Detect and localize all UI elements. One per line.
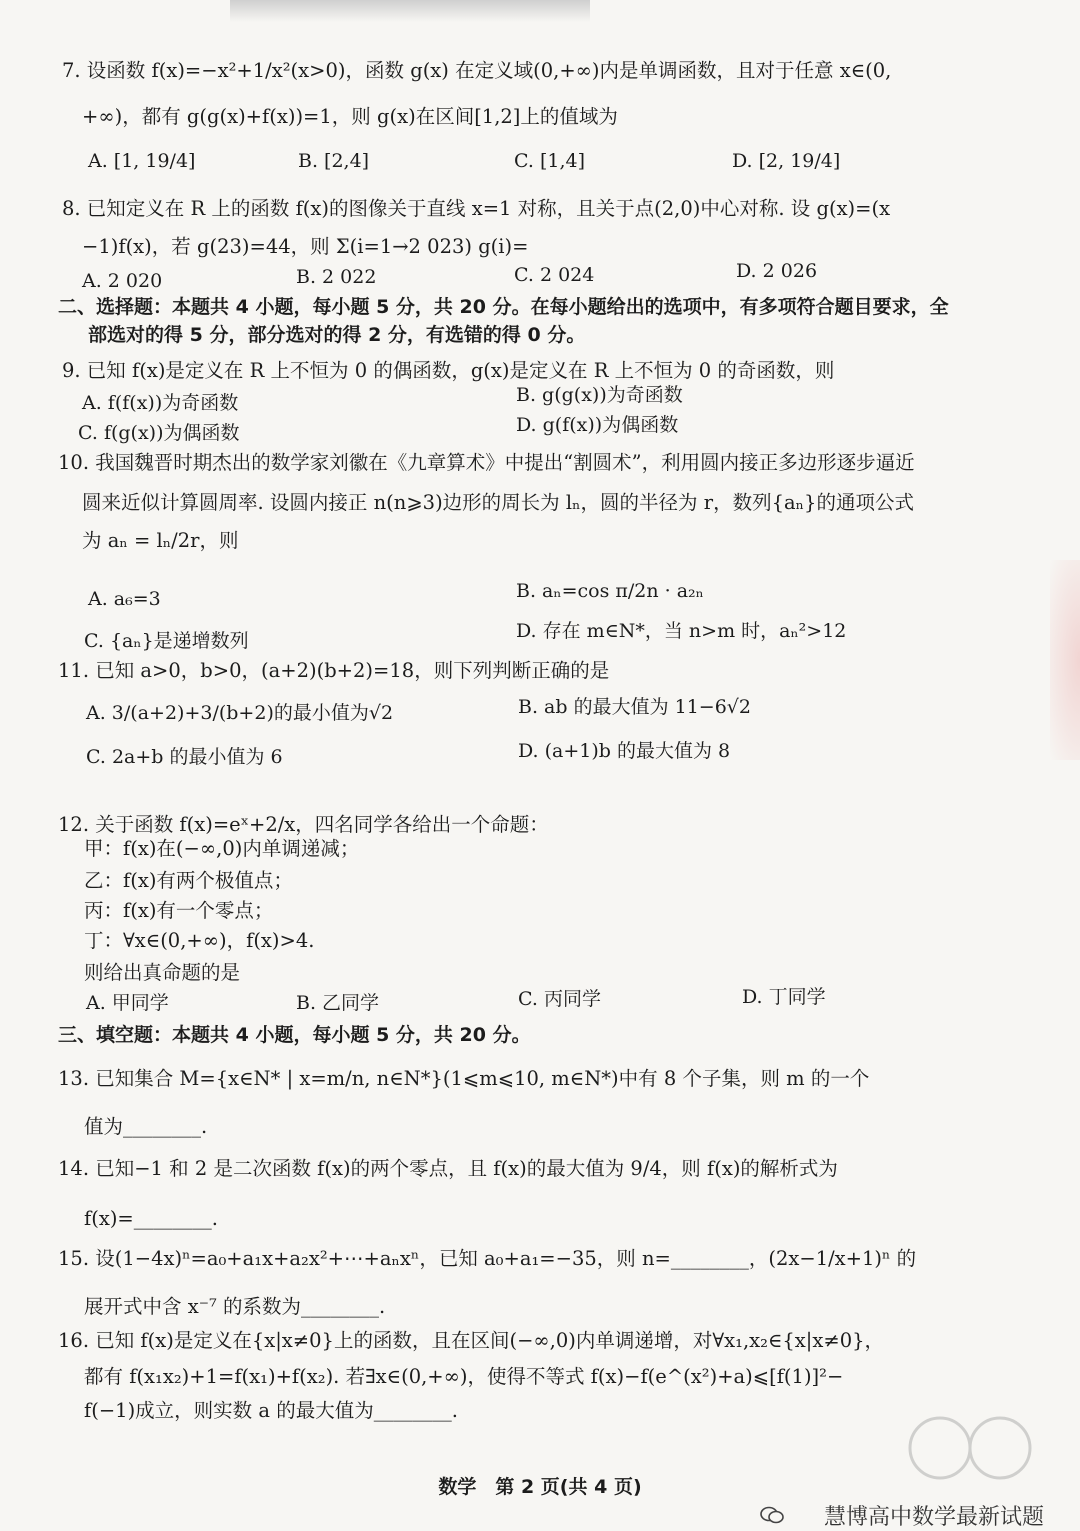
q12-claim-bing: 丙：f(x)有一个零点；	[84, 899, 274, 922]
q10-option-a: A. a₆=3	[88, 588, 161, 610]
q7-line1: 7. 设函数 f(x)=−x²+1/x²(x>0)，函数 g(x) 在定义域(0,+∞)内是单调函数，且对于任意 x∈(0,	[62, 59, 892, 82]
section3-heading: 三、填空题：本题共 4 小题，每小题 5 分，共 20 分。	[58, 1024, 531, 1046]
q14-line1: 14. 已知−1 和 2 是二次函数 f(x)的两个零点，且 f(x)的最大值为 9/4，则 f(x)的解析式为	[58, 1157, 838, 1180]
q7-option-c: C. [1,4]	[514, 150, 585, 172]
page-footer: 数学 第 2 页(共 4 页)	[438, 1476, 642, 1498]
q14-line2: f(x)=________.	[84, 1207, 218, 1230]
q10-option-b: B. aₙ=cos π/2n · a₂ₙ	[516, 580, 704, 602]
q7-option-d: D. [2, 19/4]	[732, 150, 841, 172]
q8-option-c: C. 2 024	[514, 264, 595, 286]
q7-line2: +∞)，都有 g(g(x)+f(x))=1，则 g(x)在区间[1,2]上的值域为	[82, 105, 618, 128]
section2-line2: 部选对的得 5 分，部分选对的得 2 分，有选错的得 0 分。	[88, 324, 586, 346]
q8-option-a: A. 2 020	[82, 270, 163, 292]
q15-line1: 15. 设(1−4x)ⁿ=a₀+a₁x+a₂x²+⋯+aₙxⁿ，已知 a₀+a₁=−35，则 n=________，(2x−1/x+1)ⁿ 的	[58, 1247, 917, 1270]
q15-line2: 展开式中含 x⁻⁷ 的系数为________.	[84, 1295, 386, 1318]
q12-option-b: B. 乙同学	[296, 992, 380, 1014]
q12-claim-ding: 丁：∀x∈(0,+∞)，f(x)>4.	[84, 929, 315, 952]
scan-smudge	[1050, 560, 1080, 760]
scan-shadow	[230, 0, 590, 22]
q10-line3: 为 aₙ = lₙ/2r，则	[82, 529, 239, 552]
q9-option-d: D. g(f(x))为偶函数	[516, 414, 679, 436]
q12-option-c: C. 丙同学	[518, 988, 601, 1010]
q12-claim-yi: 乙：f(x)有两个极值点；	[84, 869, 293, 892]
q16-line1: 16. 已知 f(x)是定义在{x|x≠0}上的函数，且在区间(−∞,0)内单调递增，对∀x₁,x₂∈{x|x≠0}，	[58, 1329, 885, 1352]
q9-line1: 9. 已知 f(x)是定义在 R 上不恒为 0 的偶函数，g(x)是定义在 R 上不恒为 0 的奇函数，则	[62, 359, 835, 382]
q9-option-b: B. g(g(x))为奇函数	[516, 384, 683, 406]
section2-line1: 二、选择题：本题共 4 小题，每小题 5 分，共 20 分。在每小题给出的选项中，有多项符合题目要求，全	[58, 296, 949, 318]
q10-option-d: D. 存在 m∈N*，当 n>m 时，aₙ²>12	[516, 620, 847, 642]
q8-option-b: B. 2 022	[296, 266, 377, 288]
q11-option-b: B. ab 的最大值为 11−6√2	[518, 696, 751, 718]
q12-option-d: D. 丁同学	[742, 986, 826, 1008]
q8-line1: 8. 已知定义在 R 上的函数 f(x)的图像关于直线 x=1 对称，且关于点(2,0)中心对称. 设 g(x)=(x	[62, 197, 891, 220]
q16-line3: f(−1)成立，则实数 a 的最大值为________.	[84, 1399, 458, 1422]
q11-option-a: A. 3/(a+2)+3/(b+2)的最小值为√2	[86, 702, 394, 724]
wechat-icon	[760, 1506, 784, 1524]
q10-option-c: C. {aₙ}是递增数列	[84, 630, 249, 652]
watermark-text: 慧博高中数学最新试题	[823, 1505, 1044, 1530]
q13-line1: 13. 已知集合 M={x∈N* | x=m/n, n∈N*}(1⩽m⩽10, m∈N*)中有 8 个子集，则 m 的一个	[58, 1067, 870, 1090]
q9-option-a: A. f(f(x))为奇函数	[82, 392, 239, 414]
q7-option-a: A. [1, 19/4]	[88, 150, 196, 172]
q10-line1: 10. 我国魏晋时期杰出的数学家刘徽在《九章算术》中提出“割圆术”，利用圆内接正多边形逐步逼近	[58, 451, 915, 474]
q7-option-b: B. [2,4]	[298, 150, 370, 172]
q10-line2: 圆来近似计算圆周率. 设圆内接正 n(n⩾3)边形的周长为 lₙ，圆的半径为 r，数列{aₙ}的通项公式	[82, 491, 914, 514]
q11-option-d: D. (a+1)b 的最大值为 8	[518, 740, 731, 762]
q8-line2: −1)f(x)，若 g(23)=44，则 Σ(i=1→2 023) g(i)=	[82, 235, 529, 258]
q12-claim-jia: 甲：f(x)在(−∞,0)内单调递减；	[84, 837, 360, 860]
q16-line2: 都有 f(x₁x₂)+1=f(x₁)+f(x₂). 若∃x∈(0,+∞)，使得不等式 f(x)−f(e^(x²)+a)⩽[f(1)]²−	[84, 1365, 844, 1388]
q13-line2: 值为________.	[84, 1115, 208, 1138]
q8-option-d: D. 2 026	[736, 260, 818, 282]
q12-line1: 12. 关于函数 f(x)=eˣ+2/x，四名同学各给出一个命题：	[58, 813, 549, 836]
q12-prompt: 则给出真命题的是	[84, 961, 241, 984]
q11-option-c: C. 2a+b 的最小值为 6	[86, 746, 283, 768]
q12-option-a: A. 甲同学	[86, 992, 169, 1014]
q11-line1: 11. 已知 a>0，b>0，(a+2)(b+2)=18，则下列判断正确的是	[58, 659, 610, 682]
q9-option-c: C. f(g(x))为偶函数	[78, 422, 240, 444]
